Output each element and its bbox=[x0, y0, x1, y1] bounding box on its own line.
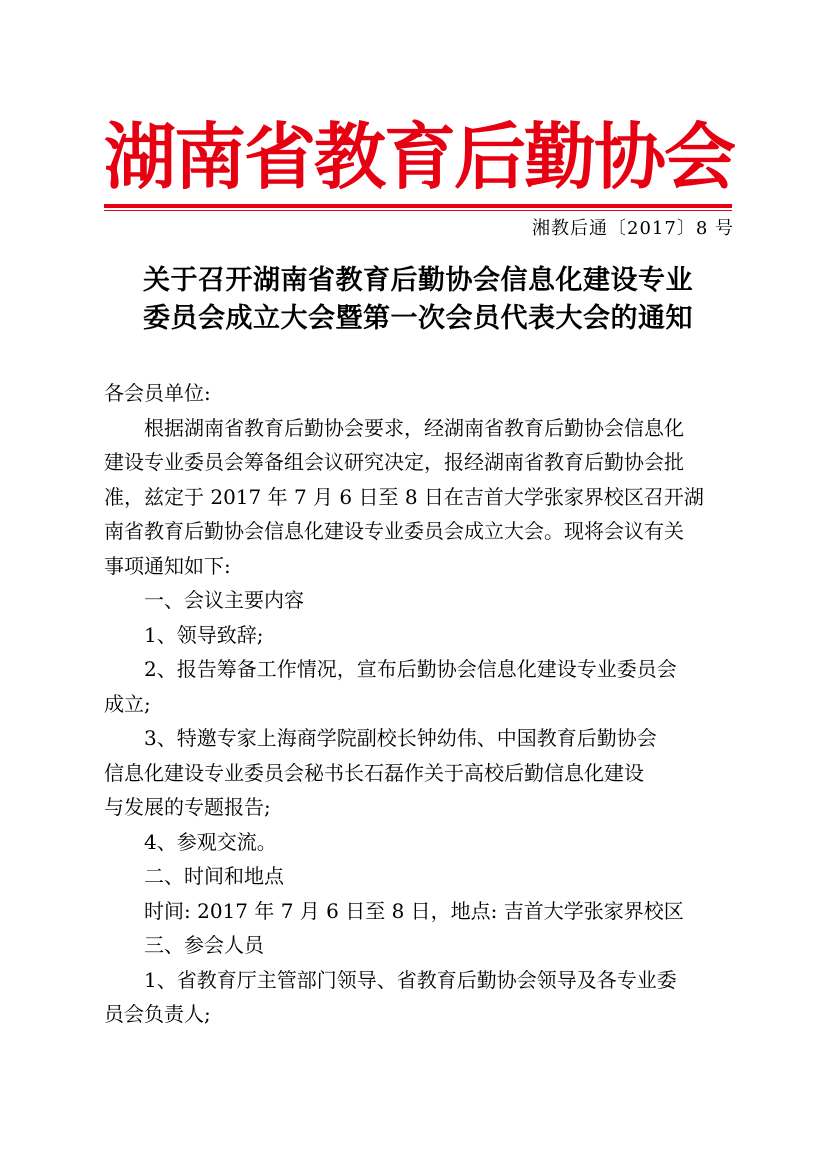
list-item: 4、参观交流。 bbox=[144, 829, 277, 854]
notice-body bbox=[104, 376, 736, 1032]
list-item: 3、特邀专家上海商学院副校长钟幼伟、中国教育后勤协会 bbox=[144, 726, 657, 750]
paragraph-line: 准，兹定于 2017 年 7 月 6 日至 8 日在吉首大学张家界校区召开湖 bbox=[104, 484, 704, 509]
list-item: 2、报告筹备工作情况，宣布后勤协会信息化建设专业委员会 bbox=[144, 657, 677, 681]
time-place: 时间: 2017 年 7 月 6 日至 8 日，地点: 吉首大学张家界校区 bbox=[144, 898, 684, 923]
paragraph-line: 根据湖南省教育后勤协会要求，经湖南省教育后勤协会信息化 bbox=[144, 415, 684, 440]
red-divider-thick bbox=[104, 204, 732, 208]
document-number: 湘教后通〔2017〕8 号 bbox=[532, 218, 734, 239]
section-heading: 二、时间和地点 bbox=[144, 864, 284, 888]
notice-title bbox=[104, 262, 732, 338]
section-heading: 一、会议主要内容 bbox=[144, 588, 304, 612]
title-line-2: 委员会成立大会暨第一次会员代表大会的通知 bbox=[143, 303, 693, 334]
section-heading: 三、参会人员 bbox=[144, 933, 264, 957]
organization-masthead: 湖南省教育后勤协会 bbox=[104, 115, 735, 199]
list-item: 1、省教育厅主管部门领导、省教育后勤协会领导及各专业委 bbox=[144, 967, 677, 992]
salutation: 各会员单位: bbox=[104, 381, 211, 405]
list-item-continuation: 信息化建设专业委员会秘书长石磊作关于高校后勤信息化建设 bbox=[104, 760, 644, 785]
list-item-continuation: 与发展的专题报告; bbox=[104, 795, 271, 819]
list-item-continuation: 员会负责人; bbox=[104, 1002, 211, 1026]
red-divider-thin bbox=[104, 210, 732, 211]
list-item-continuation: 成立; bbox=[104, 691, 151, 716]
list-item: 1、领导致辞; bbox=[144, 622, 264, 647]
paragraph-line: 建设专业委员会筹备组会议研究决定，报经湖南省教育后勤协会批 bbox=[104, 450, 684, 474]
title-line-1: 关于召开湖南省教育后勤协会信息化建设专业 bbox=[143, 265, 693, 296]
paragraph-line: 南省教育后勤协会信息化建设专业委员会成立大会。现将会议有关 bbox=[104, 519, 684, 543]
paragraph-line: 事项通知如下: bbox=[104, 553, 231, 578]
